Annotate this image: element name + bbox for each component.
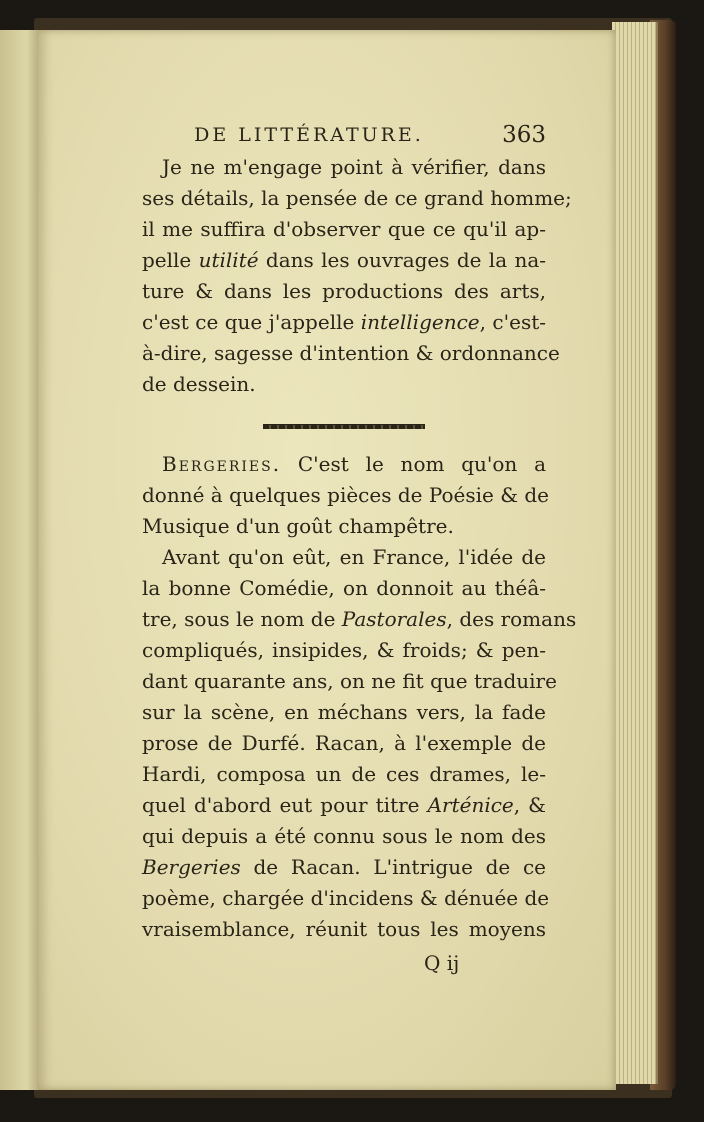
running-head-title: DE LITTÉRATURE. bbox=[194, 124, 424, 146]
page-number: 363 bbox=[502, 122, 546, 148]
text-line: Je ne m'engage point à vérifier, dans bbox=[162, 155, 546, 179]
text-line bbox=[142, 604, 577, 635]
paragraph-3 bbox=[142, 542, 577, 945]
text-line: poème, chargée d'incidens & dénuée de bbox=[142, 886, 550, 910]
text-span: , c'est- bbox=[479, 310, 547, 334]
text-line: vraisemblance, réunit tous les moyens bbox=[142, 917, 546, 941]
italic-term: Arténice bbox=[427, 793, 514, 817]
text-span: quel d'abord eut pour titre bbox=[142, 793, 428, 817]
previous-page-edge bbox=[0, 30, 39, 1090]
entry-headword: Bergeries. bbox=[162, 452, 282, 476]
text-line: il me suffira d'observer que ce qu'il ap- bbox=[142, 217, 546, 241]
text-line bbox=[142, 790, 546, 821]
text-line: dant quarante ans, on ne fit que traduire bbox=[142, 669, 557, 693]
italic-term: utilité bbox=[198, 248, 259, 272]
text-span: tre, sous le nom de bbox=[142, 607, 342, 631]
text-span: , & bbox=[513, 793, 546, 817]
text-line bbox=[142, 852, 546, 883]
text-line: qui depuis a été connu sous le nom des bbox=[142, 824, 546, 848]
text-span: C'est le nom qu'on a bbox=[281, 452, 546, 476]
text-line: sur la scène, en méchans vers, la fade bbox=[142, 700, 546, 724]
text-line: Musique d'un goût champêtre. bbox=[142, 514, 454, 538]
text-line: compliqués, insipides, & froids; & pen- bbox=[142, 638, 546, 662]
italic-term: intelligence bbox=[360, 310, 480, 334]
text-line: de dessein. bbox=[142, 372, 256, 396]
text-line: à-dire, sagesse d'intention & ordonnance bbox=[142, 341, 560, 365]
text-span: , des romans bbox=[446, 607, 577, 631]
page-edges bbox=[612, 22, 658, 1084]
entry-bergeries bbox=[142, 449, 550, 542]
book-page bbox=[38, 30, 616, 1090]
text-line: Hardi, composa un de ces drames, le- bbox=[142, 762, 546, 786]
text-line: ses détails, la pensée de ce grand homme; bbox=[142, 186, 572, 210]
text-span: de Racan. L'intrigue de ce bbox=[240, 855, 546, 879]
text-line: donné à quelques pièces de Poésie & de bbox=[142, 483, 550, 507]
italic-term: Pastorales bbox=[341, 607, 447, 631]
signature-mark: Q ij bbox=[424, 951, 460, 975]
paragraph-1 bbox=[142, 152, 572, 400]
text-line bbox=[142, 307, 546, 338]
text-line: la bonne Comédie, on donnoit au théâ- bbox=[142, 576, 546, 600]
text-line bbox=[142, 449, 546, 480]
text-span: c'est ce que j'appelle bbox=[142, 310, 361, 334]
text-span: dans les ouvrages de la na- bbox=[258, 248, 547, 272]
text-line: prose de Durfé. Racan, à l'exemple de bbox=[142, 731, 546, 755]
text-line: ture & dans les productions des arts, bbox=[142, 279, 546, 303]
page-text-block bbox=[142, 118, 577, 981]
text-line: Avant qu'on eût, en France, l'idée de bbox=[162, 545, 546, 569]
italic-term: Bergeries bbox=[142, 855, 241, 879]
section-divider bbox=[263, 424, 425, 429]
running-head bbox=[142, 118, 546, 152]
text-line bbox=[142, 245, 546, 276]
text-span: pelle bbox=[142, 248, 199, 272]
